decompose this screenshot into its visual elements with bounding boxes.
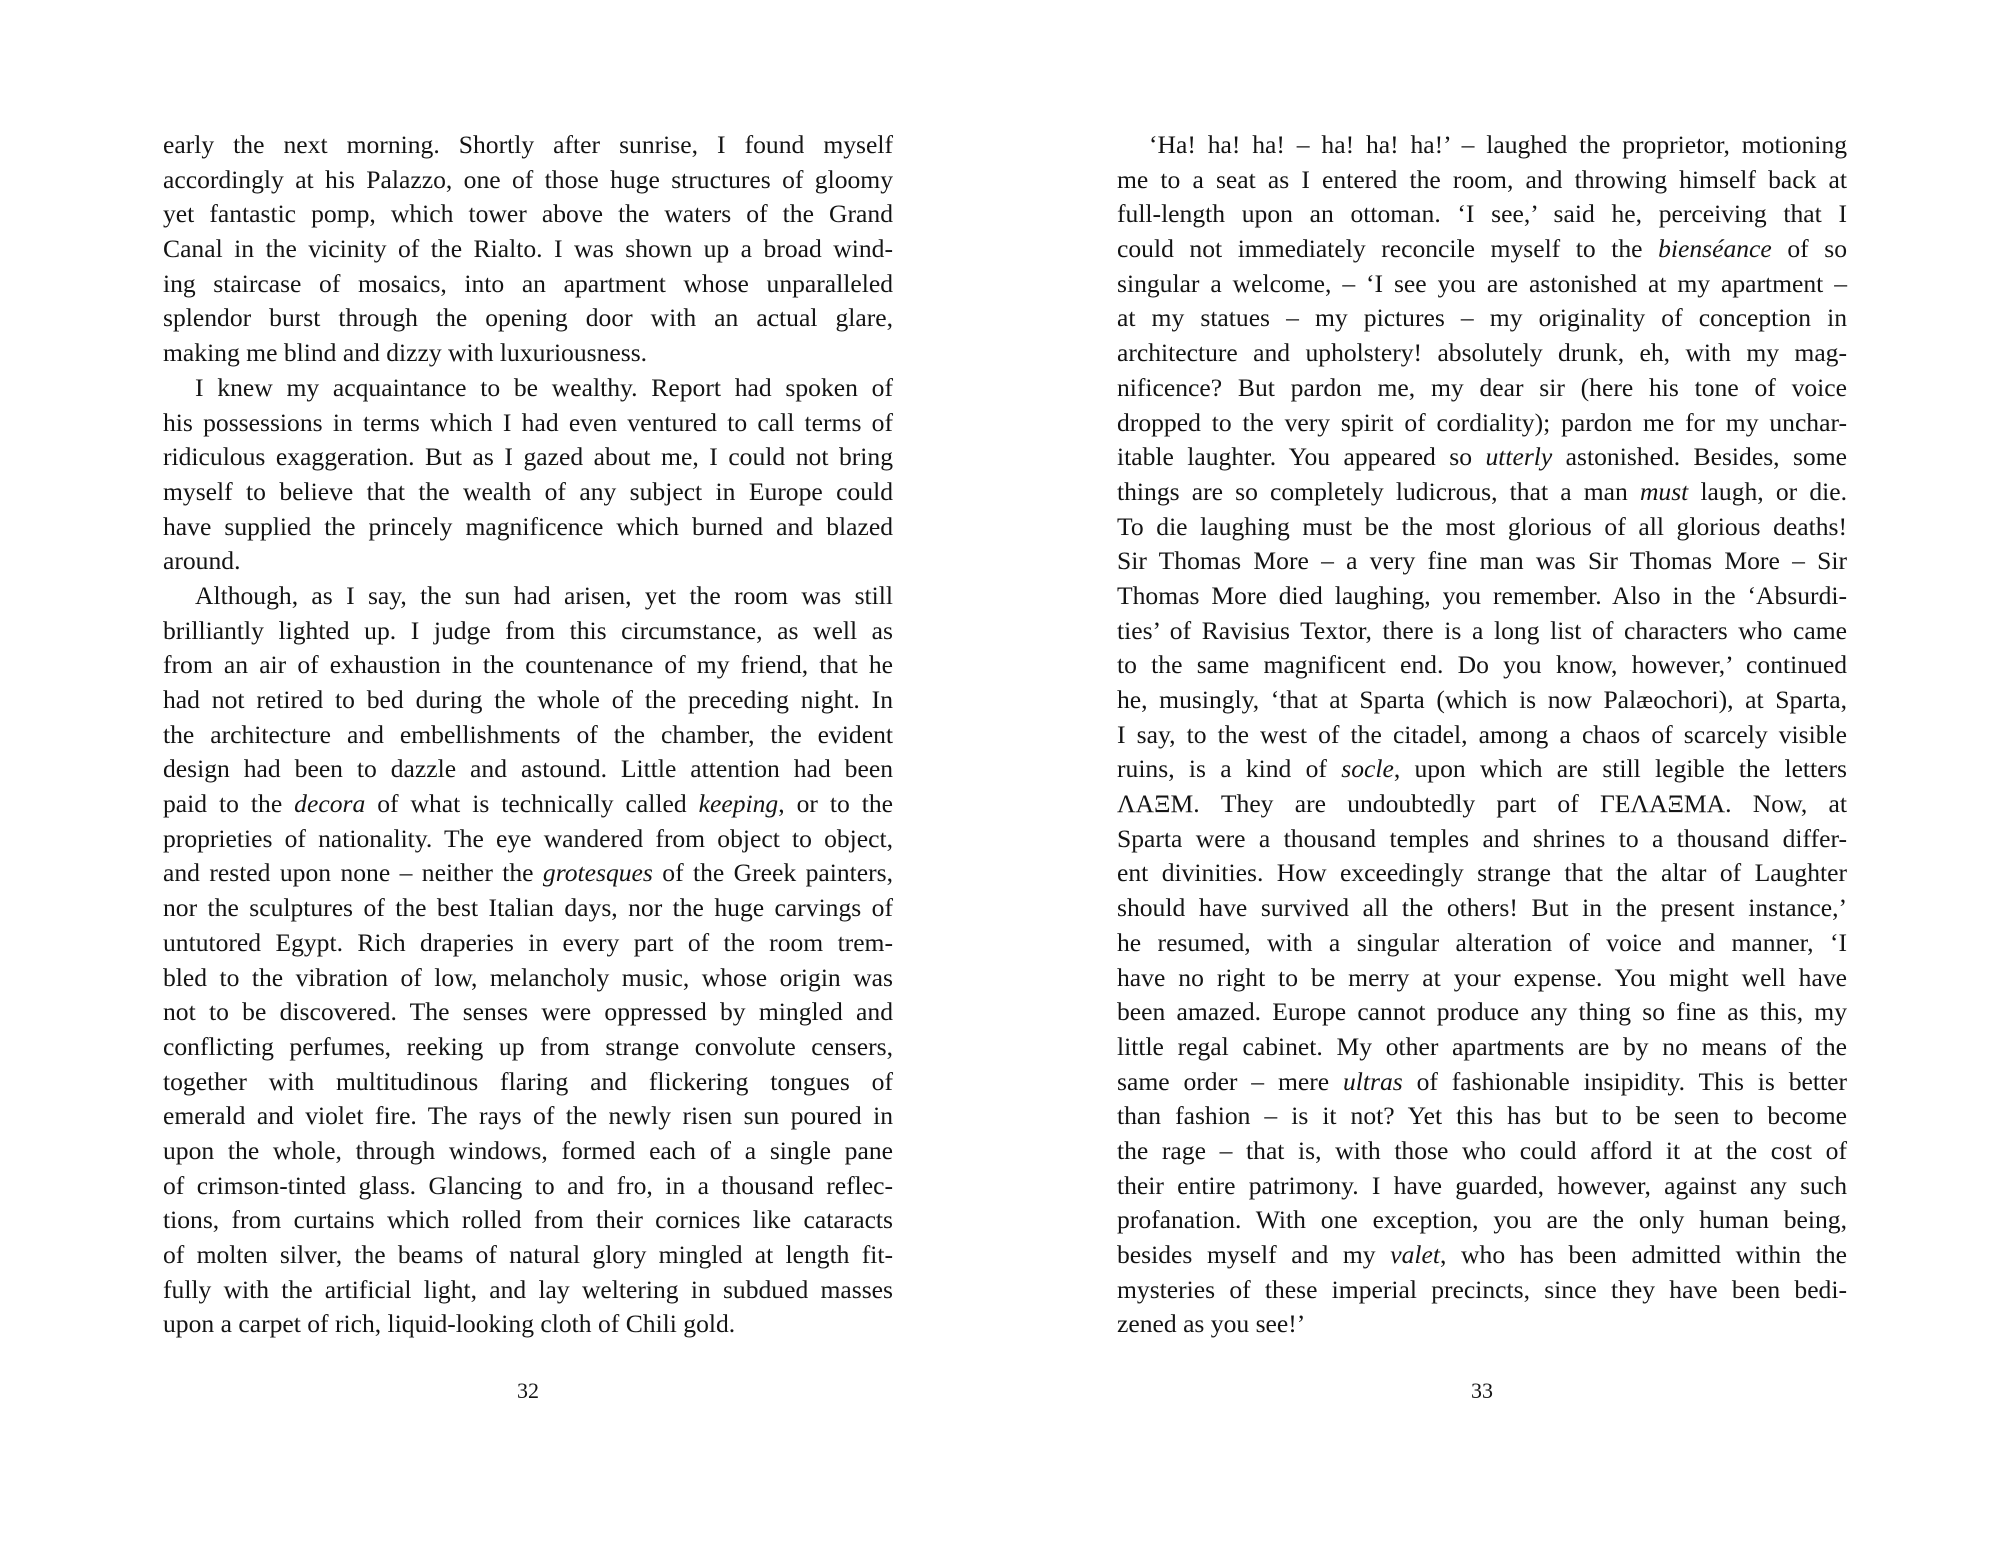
text-segment: proprieties of nationality. The eye wandered from object to object, [163, 823, 893, 853]
italic-text: keeping [698, 789, 779, 819]
text-line [1117, 1030, 1847, 1065]
text-segment: had not retired to bed during the whole of the preceding night. In [163, 685, 893, 714]
text-line [163, 163, 893, 198]
text-segment: have no right to be merry at your expense. You might well have [1117, 962, 1847, 992]
text-line [1117, 926, 1847, 961]
text-line [163, 1203, 893, 1238]
right-page-text [1117, 128, 1847, 1342]
text-line [1117, 1099, 1847, 1134]
text-line [1117, 371, 1847, 406]
text-segment: early the next morning. Shortly after sunrise, I found myself [163, 130, 893, 159]
text-line [163, 197, 893, 232]
text-segment: To die laughing must be the most glorious of all glorious deaths! [1117, 511, 1847, 541]
text-segment: emerald and violet fire. The rays of the newly risen sun poured in [163, 1101, 893, 1131]
text-line [163, 891, 893, 926]
text-segment: splendor burst through the opening door with an actual glare, [163, 303, 893, 333]
text-segment: singular a welcome, – ‘I see you are astonished at my apartment – [1117, 268, 1847, 298]
text-line [163, 822, 893, 857]
text-line [1117, 475, 1847, 510]
text-line [163, 926, 893, 961]
text-line [163, 1134, 893, 1169]
text-line [1117, 1169, 1847, 1204]
text-segment: from an air of exhaustion in the countenance of my friend, that he [163, 650, 893, 680]
text-line [1117, 752, 1847, 787]
left-page-text [163, 128, 893, 1342]
text-line [1117, 128, 1847, 163]
text-line [1117, 891, 1847, 926]
text-line [163, 579, 893, 614]
text-segment: should have survived all the others! But in the present instance,’ [1117, 893, 1847, 923]
text-line [163, 1030, 893, 1065]
text-segment: Thomas More died laughing, you remember. Also in the ‘Absurdi- [1117, 580, 1847, 610]
text-segment: full-length upon an ottoman. ‘I see,’ said he, perceiving that I [1117, 199, 1847, 229]
text-segment: ties’ of Ravisius Textor, there is a long list of characters who came [1117, 615, 1847, 645]
text-segment: I say, to the west of the citadel, among a chaos of scarcely visible [1117, 719, 1847, 749]
text-line [163, 961, 893, 996]
text-segment: he, musingly, ‘that at Sparta (which is now Palæochori), at Sparta, [1117, 685, 1847, 714]
text-segment: fully with the artificial light, and lay weltering in subdued masses [163, 1274, 893, 1304]
text-line [1117, 1203, 1847, 1238]
italic-text: decora [294, 789, 366, 819]
text-line [1117, 267, 1847, 302]
text-segment: brilliantly lighted up. I judge from this circumstance, as well as [163, 615, 893, 645]
text-segment: design had been to dazzle and astound. Little attention had been [163, 754, 893, 784]
text-segment: architecture and upholstery! absolutely drunk, eh, with my mag- [1117, 338, 1847, 368]
text-segment: and rested upon none – neither the [163, 858, 543, 888]
text-segment: than fashion – is it not? Yet this has but to be seen to become [1117, 1101, 1847, 1131]
text-segment: paid to the [163, 789, 295, 819]
text-segment: myself to believe that the wealth of any subject in Europe could [163, 476, 893, 506]
text-line [1117, 718, 1847, 753]
text-segment: of crimson-tinted glass. Glancing to and fro, in a thousand reflec- [163, 1170, 893, 1200]
text-line [163, 544, 893, 579]
text-segment: itable laughter. You appeared so [1117, 442, 1486, 472]
text-line [1117, 406, 1847, 441]
text-segment: Canal in the vicinity of the Rialto. I was shown up a broad wind- [163, 234, 893, 264]
text-line [1117, 1065, 1847, 1100]
text-line [1117, 822, 1847, 857]
italic-text: bienséance [1658, 234, 1772, 264]
text-line [163, 475, 893, 510]
text-line [163, 232, 893, 267]
text-line [163, 406, 893, 441]
text-segment: ‘Ha! ha! ha! – ha! ha! ha!’ – laughed the proprietor, motioning [1149, 130, 1847, 159]
text-line [163, 1065, 893, 1100]
text-segment: besides myself and my [1117, 1240, 1391, 1269]
text-line [163, 510, 893, 545]
text-segment: zened as you see!’ [1117, 1309, 1306, 1339]
text-line [1117, 995, 1847, 1030]
text-segment: ΛΑΞΜ. They are undoubtedly part of ΓΕΛΑΞΜΑ. Now, at [1117, 789, 1847, 819]
text-line [1117, 683, 1847, 718]
text-line [1117, 1134, 1847, 1169]
text-segment: upon a carpet of rich, liquid-looking cloth of Chili gold. [163, 1309, 736, 1339]
text-segment: nor the sculptures of the best Italian days, nor the huge carvings of [163, 893, 893, 923]
text-segment: been amazed. Europe cannot produce any thing so fine as this, my [1117, 997, 1847, 1027]
text-segment: of fashionable insipidity. This is better [1402, 1066, 1847, 1096]
text-line [1117, 1273, 1847, 1308]
text-line [163, 371, 893, 406]
text-line [163, 267, 893, 302]
text-line [163, 995, 893, 1030]
page-number-left: 32 [517, 1378, 539, 1403]
text-segment: have supplied the princely magnificence which burned and blazed [163, 511, 893, 541]
text-segment: nificence? But pardon me, my dear sir (here his tone of voice [1117, 372, 1847, 402]
text-line [163, 787, 893, 822]
text-segment: bled to the vibration of low, melancholy music, whose origin was [163, 962, 893, 992]
text-line [1117, 787, 1847, 822]
text-segment: at my statues – my pictures – my originality of conception in [1117, 303, 1847, 333]
text-segment: upon the whole, through windows, formed each of a single pane [163, 1135, 893, 1165]
text-segment: , or to the [778, 789, 894, 819]
text-line [163, 1169, 893, 1204]
text-segment: he resumed, with a singular alteration of voice and manner, ‘I [1117, 927, 1847, 957]
text-line [1117, 336, 1847, 371]
text-line [1117, 614, 1847, 649]
text-segment: things are so completely ludicrous, that a man [1117, 476, 1640, 506]
text-segment: untutored Egypt. Rich draperies in every part of the room trem- [163, 927, 893, 957]
text-segment: , upon which are still legible the letters [1393, 754, 1847, 784]
text-segment: could not immediately reconcile myself to the [1117, 234, 1659, 264]
text-segment: Sir Thomas More – a very fine man was Sir Thomas More – Sir [1117, 546, 1847, 576]
italic-text: valet [1390, 1240, 1440, 1269]
text-segment: conflicting perfumes, reeking up from strange convolute censers, [163, 1031, 893, 1061]
text-segment: same order – mere [1117, 1066, 1343, 1096]
text-line [163, 1307, 893, 1342]
text-segment: ent divinities. How exceedingly strange that the altar of Laughter [1117, 858, 1847, 888]
text-line [163, 614, 893, 649]
italic-text: socle [1341, 754, 1394, 784]
text-line [163, 718, 893, 753]
text-segment: accordingly at his Palazzo, one of those huge structures of gloomy [163, 164, 893, 194]
text-segment: I knew my acquaintance to be wealthy. Report had spoken of [195, 372, 893, 402]
text-line [1117, 232, 1847, 267]
text-line [1117, 856, 1847, 891]
italic-text: utterly [1485, 442, 1553, 472]
text-segment: their entire patrimony. I have guarded, however, against any such [1117, 1170, 1847, 1200]
text-segment: yet fantastic pomp, which tower above the waters of the Grand [163, 199, 893, 229]
italic-text: grotesques [542, 858, 653, 888]
text-segment: ridiculous exaggeration. But as I gazed about me, I could not bring [163, 442, 893, 472]
text-segment: mysteries of these imperial precincts, since they have been bedi- [1117, 1274, 1847, 1304]
text-segment: together with multitudinous flaring and flickering tongues of [163, 1066, 893, 1096]
text-line [163, 440, 893, 475]
text-segment: Sparta were a thousand temples and shrines to a thousand differ- [1117, 823, 1847, 853]
text-line [163, 856, 893, 891]
text-line [163, 336, 893, 371]
text-segment: laugh, or die. [1688, 476, 1847, 506]
text-line [1117, 1238, 1847, 1273]
italic-text: ultras [1342, 1066, 1403, 1096]
text-segment: making me blind and dizzy with luxuriousness. [163, 338, 648, 368]
text-segment: not to be discovered. The senses were oppressed by mingled and [163, 997, 893, 1027]
text-line [1117, 510, 1847, 545]
text-segment: tions, from curtains which rolled from their cornices like cataracts [163, 1205, 893, 1235]
italic-text: must [1639, 476, 1689, 506]
text-segment: to the same magnificent end. Do you know, however,’ continued [1117, 650, 1847, 680]
text-segment: of the Greek painters, [652, 858, 893, 888]
text-line [1117, 301, 1847, 336]
text-segment: around. [163, 546, 241, 576]
text-line [1117, 579, 1847, 614]
text-line [163, 648, 893, 683]
text-line [1117, 197, 1847, 232]
text-segment: of so [1771, 234, 1847, 264]
text-segment: ruins, is a kind of [1117, 754, 1342, 784]
text-line [1117, 961, 1847, 996]
page-number-right: 33 [1471, 1378, 1493, 1403]
text-segment: of what is technically called [365, 789, 699, 819]
text-line [163, 301, 893, 336]
text-line [1117, 1307, 1847, 1342]
text-segment: , who has been admitted within the [1440, 1240, 1847, 1269]
text-segment: Although, as I say, the sun had arisen, yet the room was still [195, 580, 893, 610]
text-line [1117, 544, 1847, 579]
text-segment: dropped to the very spirit of cordiality); pardon me for my unchar- [1117, 407, 1847, 437]
text-segment: of molten silver, the beams of natural glory mingled at length fit- [163, 1240, 893, 1269]
text-line [163, 128, 893, 163]
text-line [163, 752, 893, 787]
text-line [1117, 648, 1847, 683]
text-line [1117, 163, 1847, 198]
text-line [163, 683, 893, 718]
text-segment: the rage – that is, with those who could afford it at the cost of [1117, 1135, 1847, 1165]
text-segment: the architecture and embellishments of the chamber, the evident [163, 719, 893, 749]
text-line [163, 1273, 893, 1308]
text-segment: profanation. With one exception, you are the only human being, [1117, 1205, 1847, 1235]
text-segment: little regal cabinet. My other apartments are by no means of the [1117, 1031, 1847, 1061]
text-segment: ing staircase of mosaics, into an apartment whose unparalleled [163, 268, 893, 298]
text-line [163, 1238, 893, 1273]
text-segment: me to a seat as I entered the room, and throwing himself back at [1117, 164, 1847, 194]
text-line [1117, 440, 1847, 475]
text-segment: astonished. Besides, some [1552, 442, 1848, 472]
text-line [163, 1099, 893, 1134]
text-segment: his possessions in terms which I had even ventured to call terms of [163, 407, 893, 437]
